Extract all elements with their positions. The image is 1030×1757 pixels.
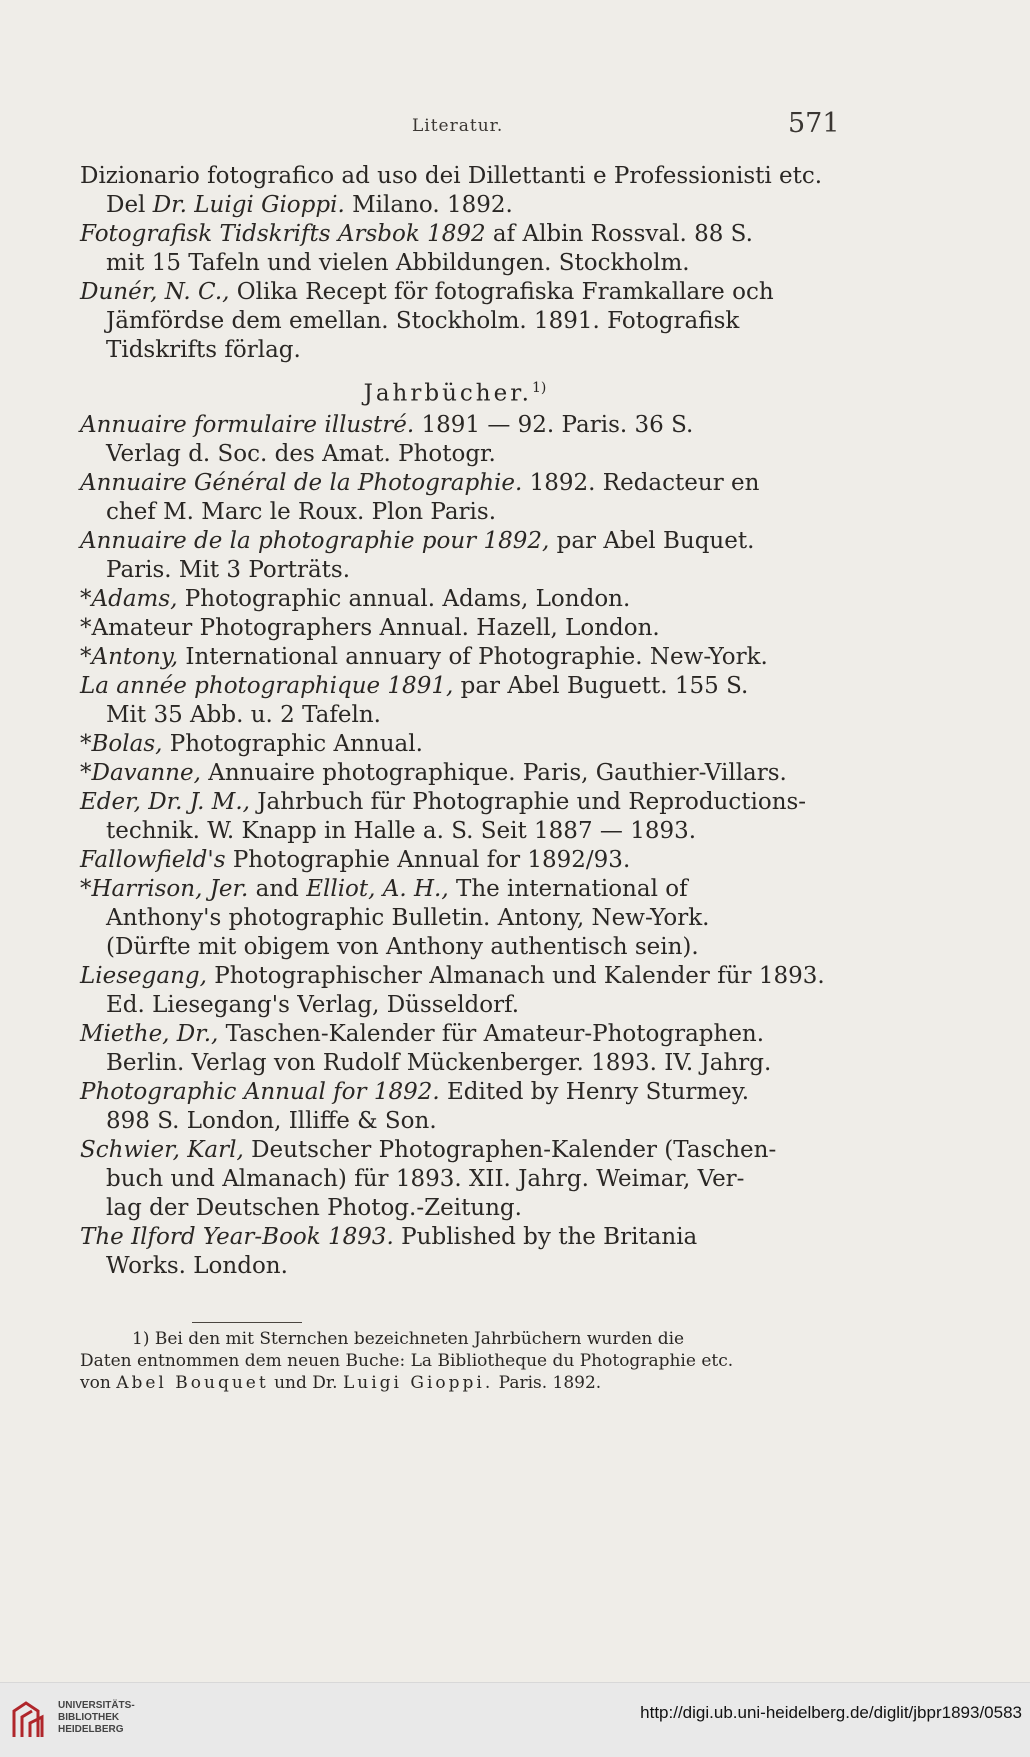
- bib-entry: Schwier, Karl, Deutscher Photographen-Kalender (Taschen- buch und Almanach) für 1893. XII. Jahrg. Weimar, Ver- lag der Deutschen Photog.-Zeitung.: [80, 1136, 777, 1221]
- bib-entry: *Amateur Photographers Annual. Hazell, London.: [80, 614, 660, 641]
- bib-entry: *Antony, International annuary of Photographie. New-York.: [80, 643, 768, 670]
- star-marker: *: [80, 643, 92, 670]
- source-url-link[interactable]: http://digi.ub.uni-heidelberg.de/diglit/jbpr1893/0583: [640, 1703, 1022, 1722]
- bib-entry: La année photographique 1891, par Abel Buguett. 155 S. Mit 35 Abb. u. 2 Tafeln.: [80, 672, 749, 728]
- star-marker: *: [80, 759, 92, 786]
- bibliography: [80, 162, 830, 1281]
- star-marker: *: [80, 875, 92, 902]
- footnote-divider: [192, 1322, 302, 1323]
- bib-entry: Eder, Dr. J. M., Jahrbuch für Photographie und Reproductions- technik. W. Knapp in Halle a. S. Seit 1887 — 1893.: [80, 788, 807, 844]
- bib-entry: Annuaire Général de la Photographie. 1892. Redacteur en chef M. Marc le Roux. Plon Paris.: [80, 469, 760, 525]
- star-marker: *: [80, 730, 92, 757]
- footnote: 1) Bei den mit Sternchen bezeichneten Jahrbüchern wurden die Daten entnommen dem neuen Buche: La Bibliotheque du Photographie etc. von Abel Bouquet und Dr. Luigi Gioppi. Paris. 1892.: [80, 1329, 734, 1393]
- ub-heidelberg-logo-icon: [8, 1697, 54, 1743]
- library-name: UNIVERSITÄTS- BIBLIOTHEK HEIDELBERG: [58, 1700, 135, 1735]
- bib-entry: Liesegang, Photographischer Almanach und Kalender für 1893. Ed. Liesegang's Verlag, Düsseldorf.: [80, 962, 825, 1018]
- bib-entry: Annuaire formulaire illustré. 1891 — 92. Paris. 36 S. Verlag d. Soc. des Amat. Photogr.: [80, 411, 694, 467]
- bib-entry: Dizionario fotografico ad uso dei Dillettanti e Professionisti etc. Del Dr. Luigi Gioppi. Milano. 1892.: [80, 163, 823, 218]
- bib-entry: Dunér, N. C., Olika Recept för fotografiska Framkallare och Jämfördse dem emellan. Stockholm. 1891. Fotografisk Tidskrifts förlag.: [80, 279, 774, 363]
- star-marker: *: [80, 614, 92, 641]
- bib-entry: The Ilford Year-Book 1893. Published by the Britania Works. London.: [80, 1223, 698, 1279]
- section-heading: Jahrbücher.$^{1)}$: [363, 380, 547, 407]
- bib-entry: *Davanne, Annuaire photographique. Paris, Gauthier-Villars.: [80, 759, 787, 786]
- footer-bar: [0, 1682, 1030, 1757]
- bib-entry: *Bolas, Photographic Annual.: [80, 730, 423, 757]
- page-number: 571: [788, 108, 840, 139]
- bib-entry: *Harrison, Jer. and Elliot, A. H., The international of Anthony's photographic Bulletin. Antony, New-York. (Dürfte mit obigem von Anthony authentisch sein).: [80, 875, 710, 960]
- bib-entry: *Adams, Photographic annual. Adams, London.: [80, 585, 631, 612]
- bib-entry: Miethe, Dr., Taschen-Kalender für Amateur-Photographen. Berlin. Verlag von Rudolf Mückenberger. 1893. IV. Jahrg.: [80, 1020, 772, 1076]
- running-head: Literatur.: [412, 116, 504, 136]
- bib-entry: Fotografisk Tidskrifts Arsbok 1892 af Albin Rossval. 88 S. mit 15 Tafeln und vielen Abbildungen. Stockholm.: [80, 221, 753, 276]
- bib-entry: Photographic Annual for 1892. Edited by Henry Sturmey. 898 S. London, Illiffe & Son.: [80, 1078, 750, 1134]
- bib-entry: Fallowfield's Photographie Annual for 1892/93.: [80, 846, 631, 873]
- bib-entry: Annuaire de la photographie pour 1892, par Abel Buquet. Paris. Mit 3 Porträts.: [80, 527, 755, 583]
- footnote-marker: 1): [532, 380, 547, 396]
- star-marker: *: [80, 585, 92, 612]
